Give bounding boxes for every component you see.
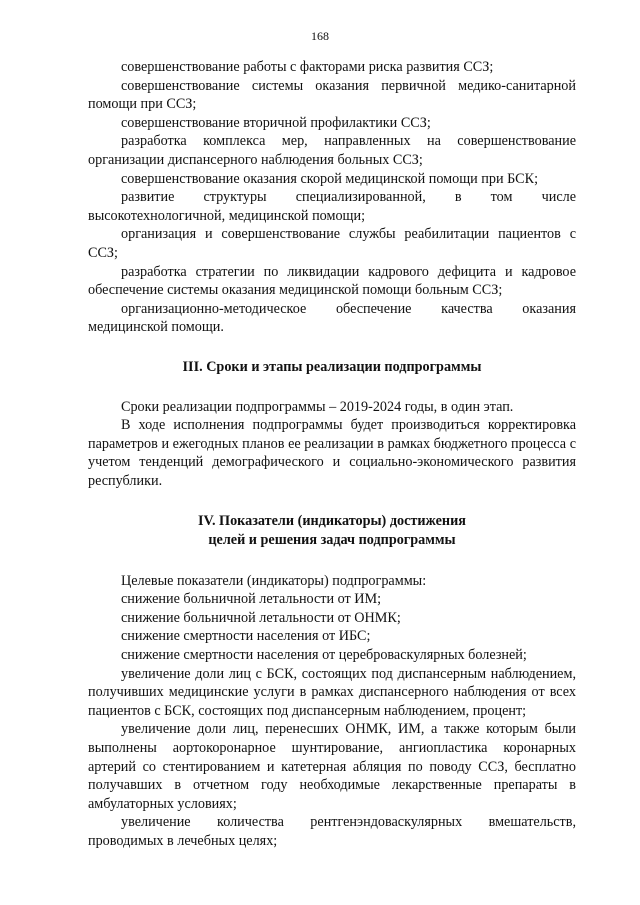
list-item: снижение смертности населения от цереброваскулярных болезней;	[121, 647, 527, 664]
section-heading-3: III. Сроки и этапы реализации подпрограммы	[182, 358, 482, 375]
list-item: организационно-методическое обеспечение качества оказания медицинской помощи.	[88, 300, 576, 336]
list-item: совершенствование системы оказания первичной медико-санитарной помощи при ССЗ;	[88, 77, 576, 113]
section-heading-4-line2: целей и решения задач подпрограммы	[208, 532, 456, 549]
list-item: совершенствование работы с факторами риска развития ССЗ;	[121, 59, 494, 75]
document-body	[88, 58, 576, 851]
paragraph: Сроки реализации подпрограммы – 2019-2024 годы, в один этап.	[121, 398, 514, 415]
list-item: увеличение количества рентгенэндоваскулярных вмешательств, проводимых в лечебных целях;	[88, 814, 576, 849]
list-item: снижение больничной летальности от ОНМК;	[121, 609, 401, 626]
list-item: организация и совершенствование службы реабилитации пациентов с ССЗ;	[88, 226, 576, 261]
page-number: 168	[311, 29, 329, 43]
list-item: совершенствование оказания скорой медицинской помощи при БСК;	[121, 170, 539, 187]
paragraph: Целевые показатели (индикаторы) подпрограммы:	[121, 572, 427, 589]
list-item: увеличение доли лиц, перенесших ОНМК, ИМ, а также которым были выполнены аортокоронарное шунтирование, ангиопластика коронарных артерий со стентированием и катетерная абляция по поводу ССЗ, бесплатно получавших в отчетном году необходимые лекарственные препараты в амбулаторных условиях;	[88, 721, 576, 812]
list-item: разработка комплекса мер, направленных на совершенствование организации диспансерного наблюдения больных ССЗ;	[88, 133, 576, 168]
list-item: увеличение доли лиц с БСК, состоящих под диспансерным наблюдением, получивших медицинские услуги в рамках диспансерного наблюдения от всех пациентов с БСК, состоящих под диспансерным наблюдением, процент;	[88, 665, 576, 719]
list-item: снижение больничной летальности от ИМ;	[121, 591, 382, 608]
list-item: развитие структуры специализированной, в том числе высокотехнологичной, медицинской помощи;	[88, 189, 576, 224]
section-heading-4-line1: IV. Показатели (индикаторы) достижения	[198, 513, 466, 530]
list-item: совершенствование вторичной профилактики ССЗ;	[121, 114, 431, 131]
paragraph: В ходе исполнения подпрограммы будет производиться корректировка параметров и ежегодных планов ее реализации в рамках бюджетного процесса с учетом тенденций демографического и социально-экономического развития республики.	[88, 417, 576, 489]
list-item: снижение смертности населения от ИБС;	[121, 628, 371, 645]
list-item: разработка стратегии по ликвидации кадрового дефицита и кадровое обеспечение системы оказания медицинской помощи больным ССЗ;	[88, 263, 576, 299]
